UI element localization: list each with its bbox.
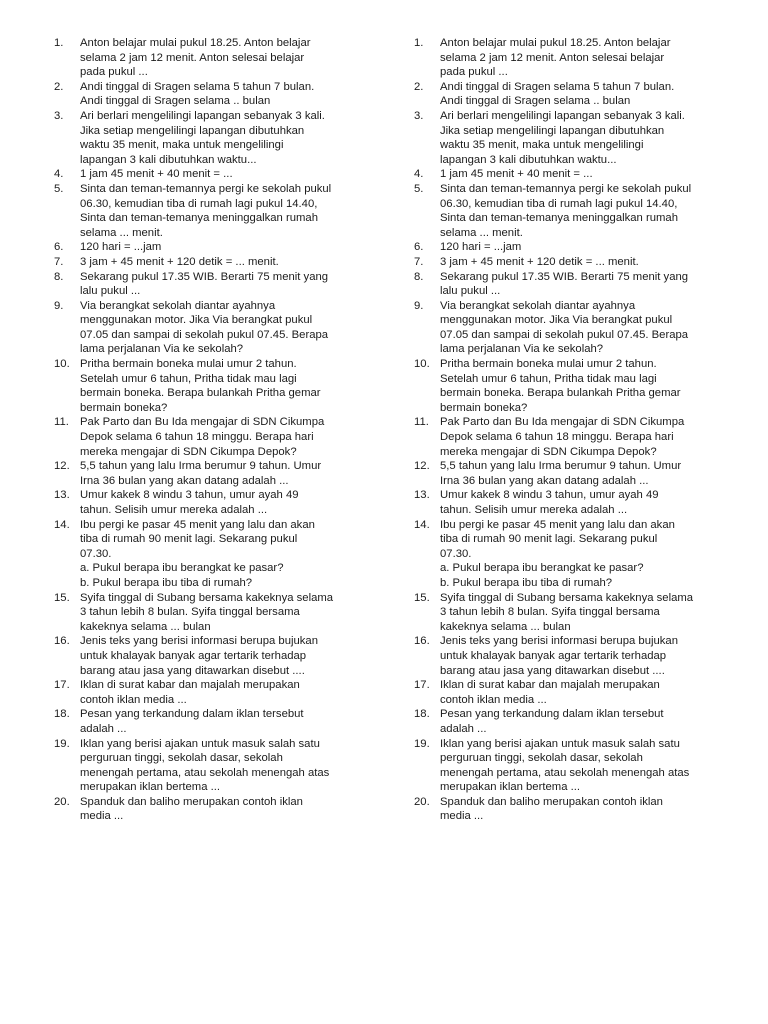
question-line: barang atau jasa yang ditawarkan disebut ....: [80, 664, 305, 677]
question-line: Umur kakek 8 windu 3 tahun, umur ayah 49: [440, 489, 659, 502]
question-line: merupakan iklan bertema ...: [80, 781, 221, 794]
question-text: [440, 80, 738, 109]
question-item: [408, 707, 738, 736]
question-line: Andi tinggal di Sragen selama .. bulan: [440, 95, 631, 108]
question-line: Pesan yang terkandung dalam iklan tersebut: [440, 708, 664, 721]
question-line: pada pukul ...: [440, 66, 508, 79]
question-item: [408, 459, 738, 488]
question-line: perguruan tinggi, sekolah dasar, sekolah: [440, 752, 643, 765]
question-item: [48, 357, 378, 415]
question-number: 10.: [54, 358, 70, 371]
question-item: [48, 167, 378, 182]
question-line: Setelah umur 6 tahun, Pritha tidak mau lagi: [440, 372, 657, 385]
question-text: [80, 415, 378, 459]
question-line: selama ... menit.: [440, 226, 523, 239]
question-number: 5.: [414, 182, 424, 195]
question-item: [48, 255, 378, 270]
question-item: [408, 240, 738, 255]
question-line: Pritha bermain boneka mulai umur 2 tahun.: [440, 358, 657, 371]
question-item: [48, 591, 378, 635]
question-line: Pritha bermain boneka mulai umur 2 tahun.: [80, 358, 297, 371]
question-line: untuk khalayak banyak agar tertarik terhadap: [80, 649, 307, 662]
question-line: menggunakan motor. Jika Via berangkat pukul: [440, 314, 673, 327]
question-line: lalu pukul ...: [440, 285, 501, 298]
question-line: 07.30.: [440, 547, 472, 560]
question-text: [80, 270, 378, 299]
question-number: 9.: [414, 299, 424, 312]
question-number: 14.: [54, 518, 70, 531]
question-text: [80, 634, 378, 678]
question-number: 7.: [54, 255, 64, 268]
question-line: 120 hari = ...jam: [80, 241, 162, 254]
question-line: Andi tinggal di Sragen selama .. bulan: [80, 95, 271, 108]
question-line: Sinta dan teman-temanya meninggalkan rumah: [80, 212, 319, 225]
question-line: barang atau jasa yang ditawarkan disebut ....: [440, 664, 665, 677]
question-line: Andi tinggal di Sragen selama 5 tahun 7 bulan.: [80, 80, 315, 93]
question-line: 3 jam + 45 menit + 120 detik = ... menit.: [80, 255, 279, 268]
question-text: [440, 707, 738, 736]
question-item: [48, 299, 378, 357]
question-item: [48, 182, 378, 240]
question-number: 15.: [414, 591, 430, 604]
question-item: [408, 795, 738, 824]
question-line: Iklan di surat kabar dan majalah merupakan: [80, 679, 300, 692]
question-item: [408, 182, 738, 240]
question-number: 9.: [54, 299, 64, 312]
question-line: menengah pertama, atau sekolah menengah atas: [80, 766, 330, 779]
question-number: 1.: [414, 37, 424, 49]
question-line: selama 2 jam 12 menit. Anton selesai belajar: [80, 51, 305, 64]
question-number: 18.: [54, 708, 70, 721]
question-line: Sekarang pukul 17.35 WIB. Berarti 75 menit yang: [440, 270, 689, 283]
question-list-left: [48, 36, 378, 824]
question-number: 19.: [54, 737, 70, 750]
question-item: [408, 678, 738, 707]
question-number: 18.: [414, 708, 430, 721]
question-text: [440, 240, 738, 255]
question-line: Spanduk dan baliho merupakan contoh iklan: [80, 795, 303, 808]
question-text: [440, 299, 738, 357]
question-number: 14.: [414, 518, 430, 531]
question-text: [440, 255, 738, 270]
question-number: 1.: [54, 37, 64, 49]
question-number: 12.: [414, 460, 430, 473]
question-text: [440, 737, 738, 795]
question-item: [48, 634, 378, 678]
question-text: [440, 591, 738, 635]
question-line: waktu 35 menit, maka untuk mengelilingi: [440, 139, 644, 152]
question-line: Jika setiap mengelilingi lapangan dibutuhkan: [80, 124, 305, 137]
question-line: contoh iklan media ...: [80, 693, 187, 706]
question-line: tiba di rumah 90 menit lagi. Sekarang pukul: [80, 533, 298, 546]
question-number: 8.: [54, 270, 64, 283]
question-text: [440, 678, 738, 707]
question-line: Sinta dan teman-temannya pergi ke sekolah pukul: [80, 182, 332, 195]
question-number: 6.: [414, 241, 424, 254]
question-text: [80, 240, 378, 255]
question-line: Ibu pergi ke pasar 45 menit yang lalu dan akan: [80, 518, 315, 531]
question-line: lama perjalanan Via ke sekolah?: [440, 343, 604, 356]
question-number: 19.: [414, 737, 430, 750]
question-line: menggunakan motor. Jika Via berangkat pukul: [80, 314, 313, 327]
question-number: 17.: [54, 679, 70, 692]
question-line: Via berangkat sekolah diantar ayahnya: [80, 299, 276, 312]
question-number: 13.: [414, 489, 430, 502]
question-item: [408, 36, 738, 80]
question-item: [408, 415, 738, 459]
question-line: untuk khalayak banyak agar tertarik terhadap: [440, 649, 667, 662]
question-item: [48, 678, 378, 707]
question-number: 4.: [54, 168, 64, 181]
question-text: [80, 678, 378, 707]
question-number: 17.: [414, 679, 430, 692]
question-number: 5.: [54, 182, 64, 195]
question-line: media ...: [80, 810, 124, 823]
question-number: 3.: [414, 109, 424, 122]
question-text: [440, 488, 738, 517]
question-text: [440, 182, 738, 240]
question-line: a. Pukul berapa ibu berangkat ke pasar?: [440, 562, 644, 575]
question-text: [80, 488, 378, 517]
question-item: [48, 415, 378, 459]
question-item: [408, 80, 738, 109]
question-text: [440, 518, 738, 591]
question-text: [80, 591, 378, 635]
question-line: Pak Parto dan Bu Ida mengajar di SDN Cikumpa: [80, 416, 325, 429]
question-text: [80, 167, 378, 182]
question-line: Ari berlari mengelilingi lapangan sebanyak 3 kali.: [440, 109, 685, 122]
question-line: Spanduk dan baliho merupakan contoh iklan: [440, 795, 663, 808]
question-line: 07.05 dan sampai di sekolah pukul 07.45. Berapa: [440, 328, 689, 341]
question-line: adalah ...: [80, 722, 127, 735]
question-text: [440, 270, 738, 299]
question-line: 06.30, kemudian tiba di rumah lagi pukul 14.40,: [440, 197, 678, 210]
question-line: tahun. Selisih umur mereka adalah ...: [80, 504, 268, 516]
question-line: 1 jam 45 menit + 40 menit = ...: [80, 168, 233, 181]
question-line: Anton belajar mulai pukul 18.25. Anton belajar: [440, 37, 671, 49]
question-line: Depok selama 6 tahun 18 minggu. Berapa hari: [80, 431, 314, 444]
question-text: [80, 255, 378, 270]
question-text: [80, 707, 378, 736]
question-line: perguruan tinggi, sekolah dasar, sekolah: [80, 752, 283, 765]
question-item: [48, 240, 378, 255]
question-number: 20.: [414, 795, 430, 808]
question-line: Sinta dan teman-temanya meninggalkan rumah: [440, 212, 679, 225]
question-number: 15.: [54, 591, 70, 604]
question-item: [408, 299, 738, 357]
question-item: [48, 270, 378, 299]
question-line: Pesan yang terkandung dalam iklan tersebut: [80, 708, 304, 721]
question-line: mereka mengajar di SDN Cikumpa Depok?: [440, 445, 657, 458]
question-line: 1 jam 45 menit + 40 menit = ...: [440, 168, 593, 181]
question-line: bermain boneka?: [440, 401, 528, 414]
question-text: [440, 36, 738, 80]
question-line: menengah pertama, atau sekolah menengah atas: [440, 766, 690, 779]
question-line: 3 jam + 45 menit + 120 detik = ... menit.: [440, 255, 639, 268]
question-line: a. Pukul berapa ibu berangkat ke pasar?: [80, 562, 284, 575]
question-item: [408, 737, 738, 795]
question-number: 16.: [54, 635, 70, 648]
question-text: [440, 415, 738, 459]
question-line: 07.05 dan sampai di sekolah pukul 07.45. Berapa: [80, 328, 329, 341]
question-line: kakeknya selama ... bulan: [80, 620, 211, 633]
question-line: Ari berlari mengelilingi lapangan sebanyak 3 kali.: [80, 109, 325, 122]
question-item: [408, 591, 738, 635]
question-line: 5,5 tahun yang lalu Irma berumur 9 tahun. Umur: [80, 460, 322, 473]
question-line: mereka mengajar di SDN Cikumpa Depok?: [80, 445, 297, 458]
question-line: Irna 36 bulan yang akan datang adalah ...: [80, 474, 289, 487]
question-line: Umur kakek 8 windu 3 tahun, umur ayah 49: [80, 489, 299, 502]
question-line: tahun. Selisih umur mereka adalah ...: [440, 504, 628, 516]
question-line: Anton belajar mulai pukul 18.25. Anton belajar: [80, 37, 311, 49]
question-item: [48, 707, 378, 736]
question-line: 3 tahun lebih 8 bulan. Syifa tinggal bersama: [440, 606, 660, 619]
question-line: 07.30.: [80, 547, 112, 560]
question-text: [80, 109, 378, 167]
question-line: Jika setiap mengelilingi lapangan dibutuhkan: [440, 124, 665, 137]
question-column-left: [48, 36, 378, 824]
question-text: [80, 737, 378, 795]
question-number: 16.: [414, 635, 430, 648]
question-item: [408, 255, 738, 270]
question-item: [48, 795, 378, 824]
question-line: Setelah umur 6 tahun, Pritha tidak mau lagi: [80, 372, 297, 385]
question-item: [408, 634, 738, 678]
question-text: [440, 795, 738, 824]
question-number: 20.: [54, 795, 70, 808]
question-line: Iklan di surat kabar dan majalah merupakan: [440, 679, 660, 692]
question-line: lapangan 3 kali dibutuhkan waktu...: [440, 153, 617, 166]
question-line: bermain boneka. Berapa bulankah Pritha gemar: [440, 387, 681, 400]
question-text: [440, 357, 738, 415]
question-number: 6.: [54, 241, 64, 254]
question-item: [48, 109, 378, 167]
question-text: [440, 634, 738, 678]
question-line: Syifa tinggal di Subang bersama kakeknya selama: [80, 591, 334, 604]
question-number: 13.: [54, 489, 70, 502]
question-item: [48, 36, 378, 80]
question-item: [408, 518, 738, 591]
question-line: lapangan 3 kali dibutuhkan waktu...: [80, 153, 257, 166]
question-line: merupakan iklan bertema ...: [440, 781, 581, 794]
question-line: selama ... menit.: [80, 226, 163, 239]
question-text: [80, 795, 378, 824]
question-line: b. Pukul berapa ibu tiba di rumah?: [80, 576, 253, 589]
question-item: [408, 109, 738, 167]
question-number: 10.: [414, 358, 430, 371]
question-text: [440, 167, 738, 182]
question-item: [408, 270, 738, 299]
question-line: contoh iklan media ...: [440, 693, 547, 706]
question-number: 11.: [414, 416, 429, 429]
question-list-right: [408, 36, 738, 824]
question-column-right: [408, 36, 738, 824]
question-number: 7.: [414, 255, 424, 268]
question-text: [80, 518, 378, 591]
question-line: Syifa tinggal di Subang bersama kakeknya selama: [440, 591, 694, 604]
question-text: [440, 459, 738, 488]
question-line: adalah ...: [440, 722, 487, 735]
question-number: 8.: [414, 270, 424, 283]
question-line: waktu 35 menit, maka untuk mengelilingi: [80, 139, 284, 152]
question-item: [408, 357, 738, 415]
question-line: Jenis teks yang berisi informasi berupa bujukan: [440, 635, 678, 648]
question-item: [48, 459, 378, 488]
question-item: [48, 737, 378, 795]
question-text: [80, 459, 378, 488]
question-line: Jenis teks yang berisi informasi berupa bujukan: [80, 635, 318, 648]
question-item: [48, 488, 378, 517]
question-item: [408, 167, 738, 182]
question-line: 06.30, kemudian tiba di rumah lagi pukul 14.40,: [80, 197, 318, 210]
question-line: Irna 36 bulan yang akan datang adalah ...: [440, 474, 649, 487]
question-line: Pak Parto dan Bu Ida mengajar di SDN Cikumpa: [440, 416, 685, 429]
question-item: [48, 80, 378, 109]
question-line: bermain boneka. Berapa bulankah Pritha gemar: [80, 387, 321, 400]
question-number: 3.: [54, 109, 64, 122]
question-line: Andi tinggal di Sragen selama 5 tahun 7 bulan.: [440, 80, 675, 93]
question-number: 12.: [54, 460, 70, 473]
question-line: tiba di rumah 90 menit lagi. Sekarang pukul: [440, 533, 658, 546]
question-line: Ibu pergi ke pasar 45 menit yang lalu dan akan: [440, 518, 675, 531]
question-line: b. Pukul berapa ibu tiba di rumah?: [440, 576, 613, 589]
question-number: 11.: [54, 416, 69, 429]
question-line: Via berangkat sekolah diantar ayahnya: [440, 299, 636, 312]
question-item: [48, 518, 378, 591]
question-line: Iklan yang berisi ajakan untuk masuk salah satu: [440, 737, 680, 750]
question-number: 2.: [414, 80, 424, 93]
question-line: Sinta dan teman-temannya pergi ke sekolah pukul: [440, 182, 692, 195]
question-number: 2.: [54, 80, 64, 93]
question-line: Iklan yang berisi ajakan untuk masuk salah satu: [80, 737, 320, 750]
question-text: [80, 36, 378, 80]
question-line: 120 hari = ...jam: [440, 241, 522, 254]
question-line: kakeknya selama ... bulan: [440, 620, 571, 633]
question-line: 5,5 tahun yang lalu Irma berumur 9 tahun. Umur: [440, 460, 682, 473]
question-line: lama perjalanan Via ke sekolah?: [80, 343, 244, 356]
question-line: bermain boneka?: [80, 401, 168, 414]
question-line: Depok selama 6 tahun 18 minggu. Berapa hari: [440, 431, 674, 444]
question-line: media ...: [440, 810, 484, 823]
question-line: selama 2 jam 12 menit. Anton selesai belajar: [440, 51, 665, 64]
question-line: lalu pukul ...: [80, 285, 141, 298]
question-number: 4.: [414, 168, 424, 181]
question-line: pada pukul ...: [80, 66, 148, 79]
question-text: [80, 299, 378, 357]
question-text: [80, 80, 378, 109]
question-text: [440, 109, 738, 167]
question-line: 3 tahun lebih 8 bulan. Syifa tinggal bersama: [80, 606, 300, 619]
question-item: [408, 488, 738, 517]
question-line: Sekarang pukul 17.35 WIB. Berarti 75 menit yang: [80, 270, 329, 283]
question-text: [80, 357, 378, 415]
question-text: [80, 182, 378, 240]
